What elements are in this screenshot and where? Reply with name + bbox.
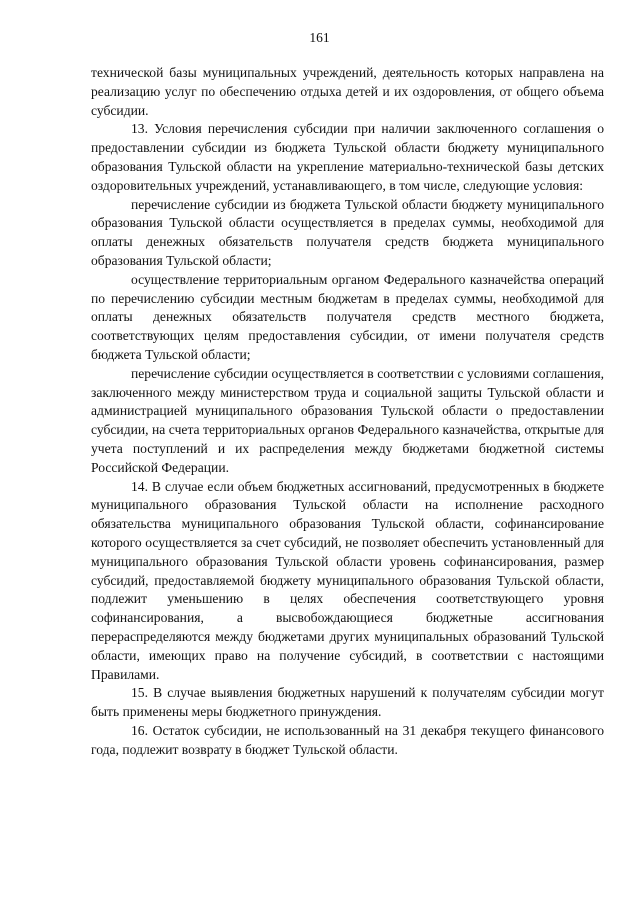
paragraph-14: 14. В случае если объем бюджетных ассигнований, предусмотренных в бюджете муниципального образования Тульской области на исполнение расходного обязательства муниципального образования Тульской области, софинансирование которого осуществляется за счет субсидий, не позволяет обеспечить установленный для муниципального образования Тульской области уровень софинансирования, размер субсидий, предоставляемой бюджету муниципального образования Тульской области, подлежит уменьшению в целях обеспечения соответствующего уровня софинансирования, а высвобождающиеся бюджетные ассигнования перераспределяются между бюджетами других муниципальных образований Тульской области, имеющих право на получение субсидий, в соответствии с настоящими Правилами. [91,478,604,682]
paragraph-13-condition-2: осуществление территориальным органом Федерального казначейства операций по перечислению субсидии местным бюджетам в пределах суммы, необходимой для оплаты денежных обязательств получателя средств местного бюджета, соответствующих целям предоставления субсидии, от имени получателя средств бюджета Тульской области; [91,271,604,362]
page-number: 161 [309,30,330,45]
paragraph-13-condition-1: перечисление субсидии из бюджета Тульской области бюджету муниципального образования Тульской области осуществляется в пределах суммы, необходимой для оплаты денежных обязательств получателя средств бюджета муниципального образования Тульской области; [91,196,604,268]
paragraph-15: 15. В случае выявления бюджетных нарушений к получателям субсидии могут быть применены меры бюджетного принуждения. [91,685,604,720]
document-body [91,64,604,759]
paragraph-16: 16. Остаток субсидии, не использованный на 31 декабря текущего финансового года, подлежит возврату в бюджет Тульской области. [91,722,604,757]
paragraph-continuation: технической базы муниципальных учреждений, деятельность которых направлена на реализацию услуг по обеспечению отдыха детей и их оздоровления, от общего объема субсидии. [91,65,604,118]
paragraph-13: 13. Условия перечисления субсидии при наличии заключенного соглашения о предоставлении субсидии из бюджета Тульской области бюджету муниципального образования Тульской области на укрепление материально-технической базы детских оздоровительных учреждений, устанавливающего, в том числе, следующие условия: [91,121,604,193]
paragraph-13-condition-3: перечисление субсидии осуществляется в соответствии с условиями соглашения, заключенного между министерством труда и социальной защиты Тульской области и администрацией муниципального образования Тульской области о предоставлении субсидии, на счета территориальных органов Федерального казначейства, открытые для учета поступлений и их распределения между бюджетами бюджетной системы Российской Федерации. [91,365,604,475]
